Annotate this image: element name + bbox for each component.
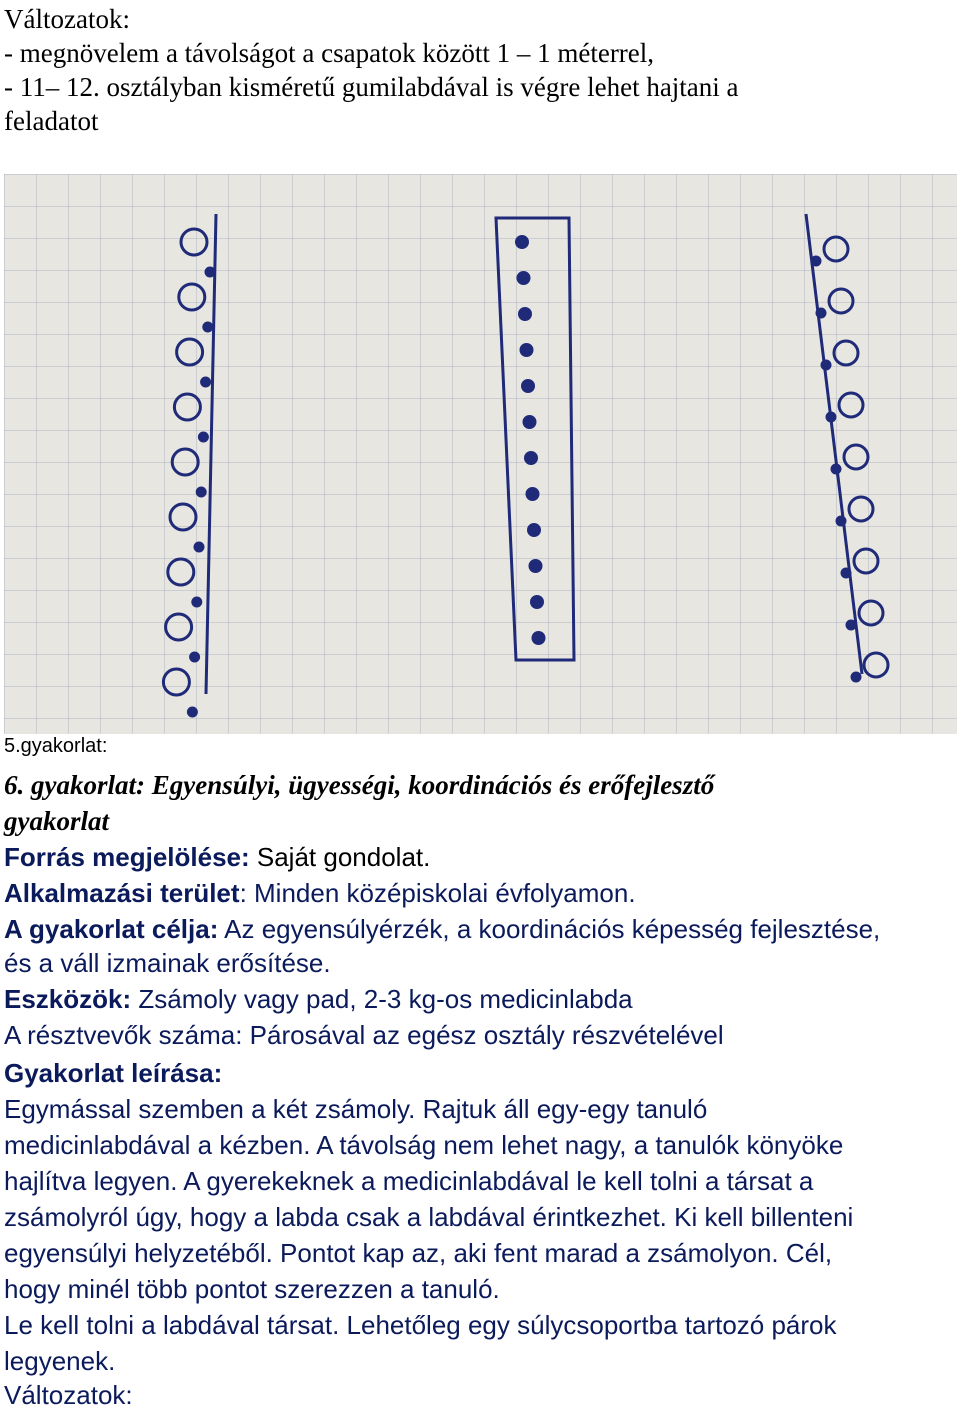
goal-value: Az egyensúlyérzék, a koordinációs képesség fejlesztése,	[218, 914, 881, 944]
ball-dot	[822, 361, 830, 369]
player-dot	[518, 273, 529, 284]
equipment-value: Zsámoly vagy pad, 2-3 kg-os medicinlabda	[131, 984, 633, 1014]
description-line-4: zsámolyról úgy, hogy a labda csak a labdával érintkezhet. Ki kell billenteni	[4, 1202, 854, 1232]
exercise-title-line1: 6. gyakorlat: Egyensúlyi, ügyességi, koordinációs és erőfejlesztő	[4, 770, 715, 800]
variant-line-3: feladatot	[4, 106, 99, 136]
area-label: Alkalmazási terület	[4, 878, 240, 908]
description-line-5: egyensúlyi helyzetéből. Pontot kap az, aki fent marad a zsámolyon. Cél,	[4, 1238, 833, 1268]
equipment-line	[4, 982, 633, 1016]
prev-exercise-label: 5.gyakorlat:	[4, 735, 108, 757]
player-dot	[533, 633, 544, 644]
ball-dot	[852, 673, 860, 681]
goal-line	[4, 912, 880, 946]
description-line-6: hogy minél több pontot szerezzen a tanuló.	[4, 1274, 500, 1304]
variant-line-1: - megnövelem a távolságot a csapatok között 1 – 1 méterrel,	[4, 38, 655, 68]
ball-dot	[193, 598, 201, 606]
equipment-label: Eszközök:	[4, 984, 132, 1014]
ball-dot	[842, 569, 850, 577]
player-dot	[530, 561, 541, 572]
ball-dot	[847, 621, 855, 629]
player-dot	[524, 417, 535, 428]
player-dot	[520, 309, 531, 320]
area-value: : Minden középiskolai évfolyamon.	[239, 878, 636, 908]
player-dot	[526, 453, 537, 464]
ball-dot	[188, 708, 196, 716]
player-dot	[521, 345, 532, 356]
variant-line-2: - 11– 12. osztályban kisméretű gumilabdával is végre lehet hajtani a	[4, 72, 739, 102]
goal-continued: és a váll izmainak erősítése.	[4, 948, 331, 978]
extra-line-1: Le kell tolni a labdával társat. Lehetőleg egy súlycsoportba tartozó párok	[4, 1310, 837, 1340]
ball-dot	[191, 653, 199, 661]
ball-dot	[195, 543, 203, 551]
source-label: Forrás megjelölése:	[4, 842, 250, 872]
area-line	[4, 876, 636, 910]
extra-line-2: legyenek.	[4, 1346, 116, 1376]
exercise-title-line2: gyakorlat	[4, 806, 109, 836]
description-line-1: Egymással szemben a két zsámoly. Rajtuk áll egy-egy tanuló	[4, 1094, 708, 1124]
ball-dot	[206, 268, 214, 276]
variants-heading-bottom: Változatok:	[4, 1380, 133, 1410]
description-line-2: medicinlabdával a kézben. A távolság nem lehet nagy, a tanulók könyöke	[4, 1130, 844, 1160]
player-dot	[523, 381, 534, 392]
ball-dot	[827, 413, 835, 421]
player-dot	[517, 237, 528, 248]
ball-dot	[832, 465, 840, 473]
description-line-3: hajlítva legyen. A gyerekeknek a medicinlabdával le kell tolni a társat a	[4, 1166, 814, 1196]
hand-drawn-exercise-diagram-icon	[4, 174, 957, 734]
ball-dot	[199, 433, 207, 441]
player-dot	[532, 597, 543, 608]
ball-dot	[197, 488, 205, 496]
goal-label: A gyakorlat célja:	[4, 914, 219, 944]
source-value: Saját gondolat.	[249, 842, 431, 872]
participants-line: A résztvevők száma: Párosával az egész osztály részvételével	[4, 1020, 724, 1050]
ball-dot	[204, 323, 212, 331]
ball-dot	[202, 378, 210, 386]
player-dot	[527, 489, 538, 500]
variants-heading-top: Változatok:	[4, 4, 130, 34]
source-line	[4, 840, 430, 874]
ball-dot	[837, 517, 845, 525]
player-dot	[529, 525, 540, 536]
ball-dot	[812, 257, 820, 265]
description-label: Gyakorlat leírása:	[4, 1058, 223, 1088]
ball-dot	[817, 309, 825, 317]
